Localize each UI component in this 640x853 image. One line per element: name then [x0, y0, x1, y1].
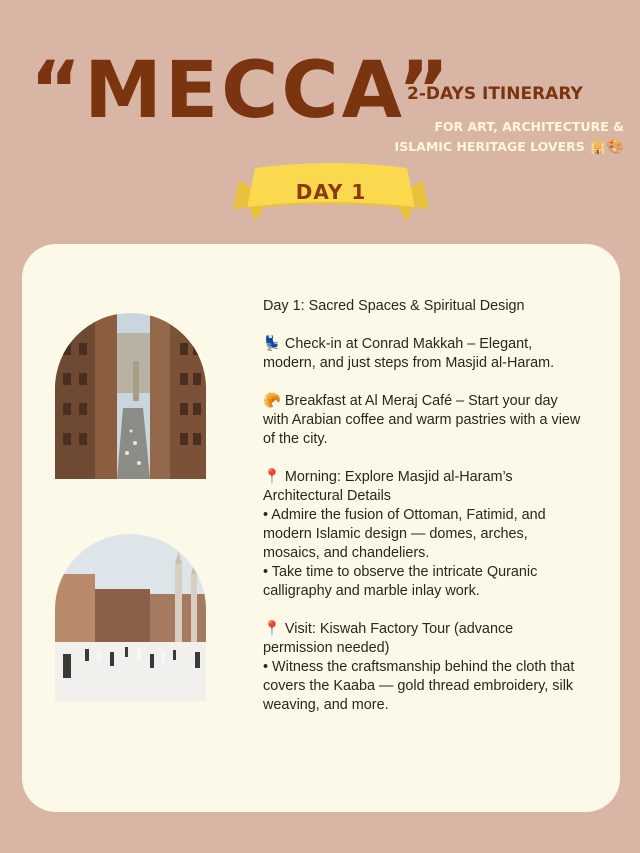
tagline-line-2	[324, 137, 624, 157]
itinerary-item-title: Visit: Kiswah Factory Tour (advance permission needed)	[263, 621, 514, 656]
itinerary-item-checkin	[263, 335, 583, 373]
tagline-line-2-text: ISLAMIC HERITAGE LOVERS	[394, 139, 585, 154]
city-street-photo	[55, 313, 206, 479]
itinerary-detail: • Take time to observe the intricate Quranic calligraphy and marble inlay work.	[263, 564, 538, 599]
itinerary-detail: • Admire the fusion of Ottoman, Fatimid, and modern Islamic design — domes, arches, mosaics, and chandeliers.	[263, 507, 546, 561]
tagline-line-1: FOR ART, ARCHITECTURE &	[434, 119, 624, 134]
page-subtitle: 2-DAYS ITINERARY	[407, 84, 583, 104]
itinerary-heading: Day 1: Sacred Spaces & Spiritual Design	[263, 298, 525, 314]
pin-emoji-icon: 📍	[263, 621, 281, 637]
page-title: “MECCA”	[30, 46, 453, 136]
itinerary-item-title: Check-in at Conrad Makkah – Elegant, modern, and just steps from Masjid al-Haram.	[263, 336, 555, 371]
mosque-palette-emoji-icon: 🕌🎨	[589, 139, 624, 155]
itinerary-item-title: Morning: Explore Masjid al-Haram’s Architectural Details	[263, 469, 513, 504]
city-street-photo-icon	[55, 313, 206, 479]
pin-emoji-icon: 📍	[263, 469, 281, 485]
masjid-plaza-photo	[55, 534, 206, 701]
croissant-emoji-icon: 🥐	[263, 393, 281, 409]
tagline	[324, 117, 624, 157]
day-label: DAY 1	[295, 180, 367, 204]
seat-emoji-icon: 💺	[263, 336, 281, 352]
itinerary-item-visit	[263, 620, 583, 715]
masjid-plaza-photo-icon	[55, 534, 206, 701]
itinerary-detail: • Witness the craftsmanship behind the cloth that covers the Kaaba — gold thread embroidery, silk weaving, and more.	[263, 659, 575, 713]
itinerary-item-title: Breakfast at Al Meraj Café – Start your day with Arabian coffee and warm pastries with a view of the city.	[263, 393, 581, 447]
itinerary-item-morning	[263, 468, 583, 601]
itinerary-content	[263, 297, 583, 734]
itinerary-item-breakfast	[263, 392, 583, 449]
